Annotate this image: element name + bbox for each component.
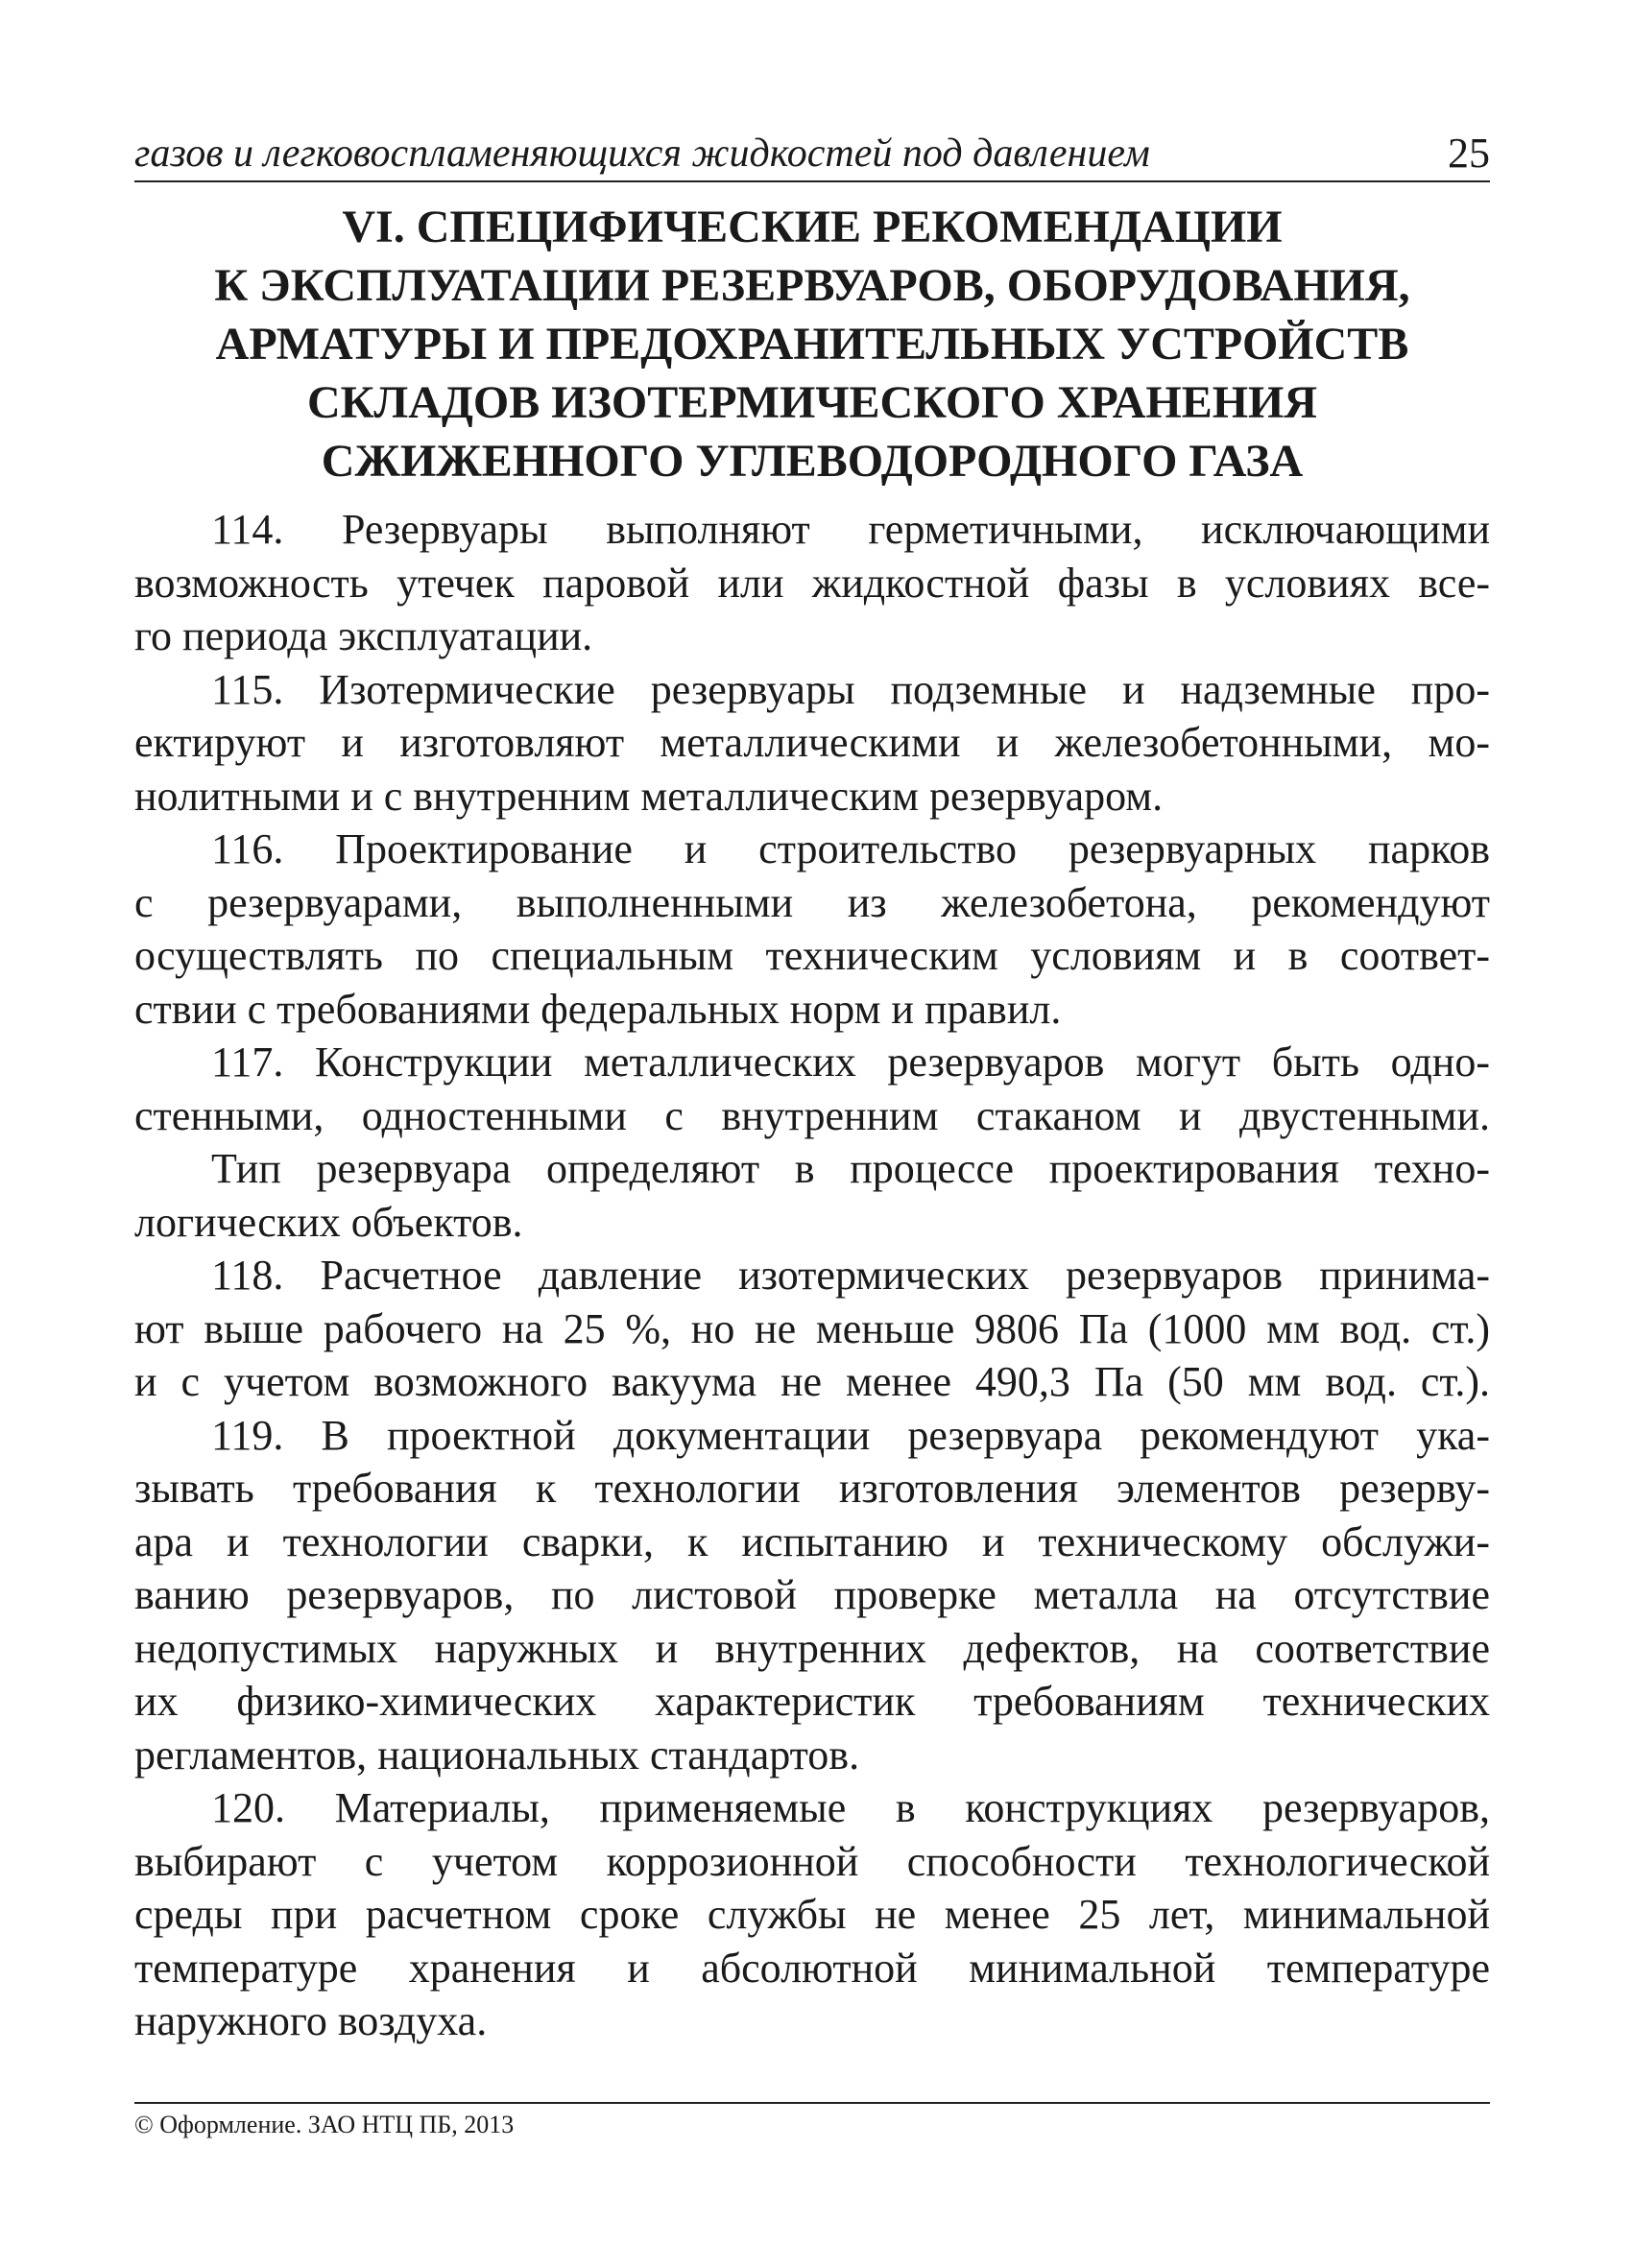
text-line: ствии с требованиями федеральных норм и правил. <box>134 985 1062 1033</box>
text-line: осуществлять по специальным техническим условиям и в соответ- <box>134 932 1490 979</box>
running-title: газов и легковоспламеняющихся жидкостей под давлением <box>134 131 1150 176</box>
text-line: нолитными и с внутренним металлическим резервуаром. <box>134 772 1164 820</box>
text-line: возможность утечек паровой или жидкостной фазы в условиях все- <box>134 559 1490 607</box>
copyright-note: © Оформление. ЗАО НТЦ ПБ, 2013 <box>134 2111 515 2138</box>
text-line: недопустимых наружных и внутренних дефектов, на соответствие <box>134 1624 1490 1672</box>
text-line: зывать требования к технологии изготовления элементов резерву- <box>134 1465 1490 1512</box>
section-title-line: АРМАТУРЫ И ПРЕДОХРАНИТЕЛЬНЫХ УСТРОЙСТВ <box>215 319 1409 370</box>
text-line: температуре хранения и абсолютной минимальной температуре <box>134 1944 1490 1992</box>
page-footer <box>134 2102 1490 2138</box>
text-line: с резервуарами, выполненными из железобетона, рекомендуют <box>134 878 1490 926</box>
text-line: 114. Резервуары выполняют герметичными, исключающими <box>211 506 1490 553</box>
text-line: их физико-химических характеристик требованиям технических <box>134 1678 1490 1725</box>
text-line: стенными, одностенными с внутренним стаканом и двустенными. <box>134 1091 1490 1139</box>
text-line: логических объектов. <box>134 1198 523 1246</box>
text-line: 118. Расчетное давление изотермических резервуаров принима- <box>211 1252 1490 1299</box>
section-title-line: VI. СПЕЦИФИЧЕСКИЕ РЕКОМЕНДАЦИИ <box>342 202 1283 252</box>
text-line: 119. В проектной документации резервуара рекомендуют ука- <box>211 1411 1490 1459</box>
body-text <box>134 503 1490 2048</box>
section-title-line: К ЭКСПЛУАТАЦИИ РЕЗЕРВУАРОВ, ОБОРУДОВАНИЯ, <box>214 260 1410 311</box>
text-line: 117. Конструкции металлических резервуаров могут быть одно- <box>211 1039 1490 1086</box>
section-title-line: СЖИЖЕННОГО УГЛЕВОДОРОДНОГО ГАЗА <box>321 436 1304 487</box>
text-line: ванию резервуаров, по листовой проверке металла на отсутствие <box>134 1571 1490 1618</box>
section-title-line: СКЛАДОВ ИЗОТЕРМИЧЕСКОГО ХРАНЕНИЯ <box>306 377 1318 428</box>
text-line: ара и технологии сварки, к испытанию и техническому обслужи- <box>134 1517 1490 1565</box>
section-title <box>134 198 1490 490</box>
text-line: выбирают с учетом коррозионной способности технологической <box>134 1837 1490 1885</box>
text-line: среды при расчетном сроке службы не менее 25 лет, минимальной <box>134 1891 1490 1938</box>
page-number: 25 <box>1448 130 1490 177</box>
text-line: ектируют и изготовляют металлическими и железобетонными, мо- <box>134 719 1490 766</box>
text-line: Тип резервуара определяют в процессе проектирования техно- <box>211 1145 1490 1192</box>
text-line: наружного воздуха. <box>134 1997 488 2044</box>
text-line: 115. Изотермические резервуары подземные и надземные про- <box>211 665 1490 713</box>
text-line: регламентов, национальных стандартов. <box>134 1731 860 1779</box>
text-line: 116. Проектирование и строительство резервуарных парков <box>211 825 1490 872</box>
text-line: ют выше рабочего на 25 %, но не меньше 9806 Па (1000 мм вод. ст.) <box>134 1304 1490 1352</box>
running-header <box>134 123 1490 182</box>
text-line: го периода эксплуатации. <box>134 612 593 659</box>
text-line: и с учетом возможного вакуума не менее 490,3 Па (50 мм вод. ст.). <box>134 1358 1490 1405</box>
text-line: 120. Материалы, применяемые в конструкциях резервуаров, <box>211 1784 1490 1831</box>
